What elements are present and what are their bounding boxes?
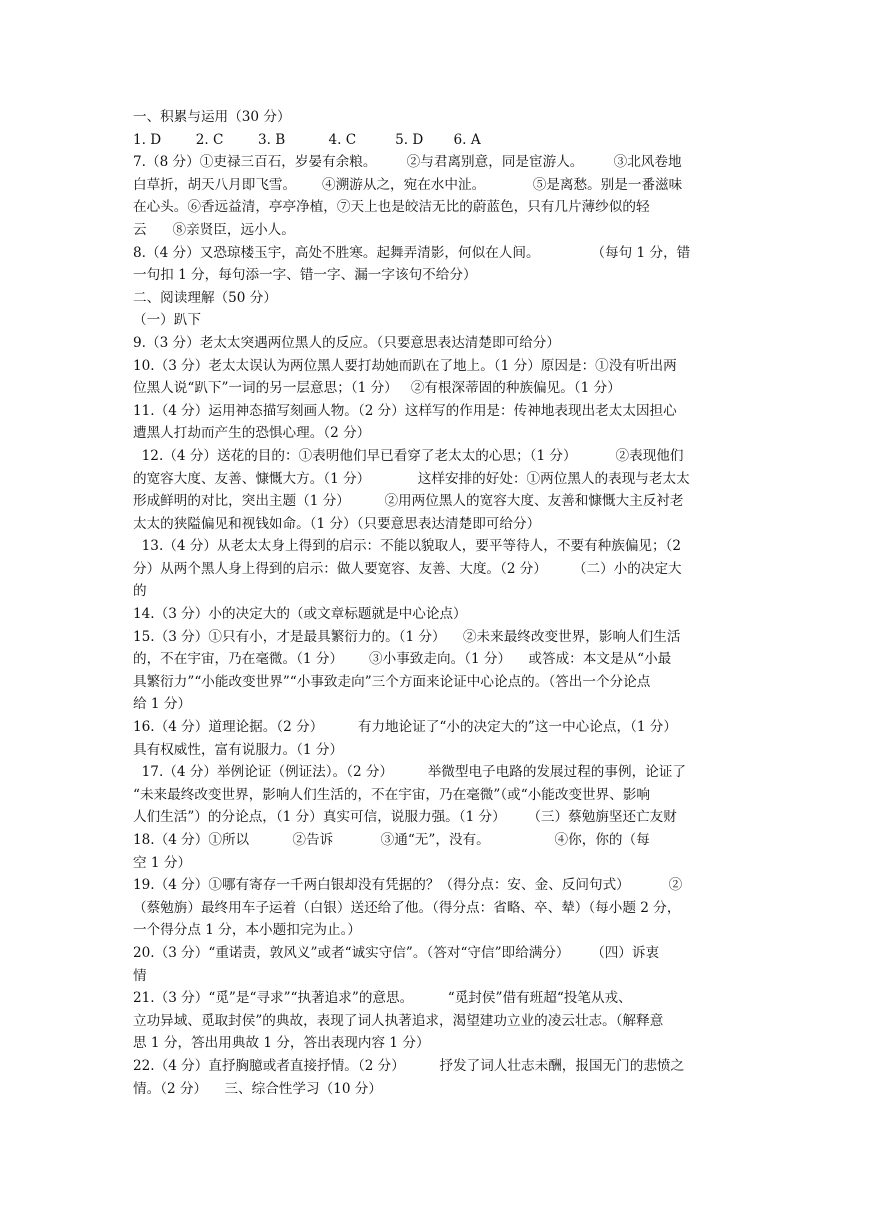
text-line: 16.（4 分）道理论据。（2 分） 有力地论证了“小的决定大的”这一中心论点，（1 分） — [133, 719, 677, 736]
text-line: 11.（4 分）运用神态描写刻画人物。（2 分）这样写的作用是：传神地表现出老太太因担心 — [133, 402, 677, 419]
text-line: （蔡勉旃）最终用车子运着（白银）送还给了他。（得分点：省略、卒、辇）（每小题 2 分， — [133, 899, 681, 916]
text-line: 13.（4 分）从老太太身上得到的启示：不能以貌取人，要平等待人，不要有种族偏见；（2 — [133, 538, 682, 555]
text-line: 21.（3 分）“觅”是“寻求”“执著追求”的意思。 “觅封侯”借有班超“投笔从戎、 — [133, 990, 632, 1007]
text-line: 空 1 分） — [133, 854, 192, 871]
text-line: 9.（3 分）老太太突遇两位黑人的反应。（只要意思表达清楚即可给分） — [133, 334, 560, 351]
text-line: 14.（3 分）小的决定大的（或文章标题就是中心论点） — [133, 606, 467, 623]
text-line: “未来最终改变世界，影响人们生活的，不在宇宙，乃在毫微”（或“小能改变世界、影响 — [133, 786, 651, 803]
text-line: 一句扣 1 分，每句添一字、错一字、漏一字该句不给分） — [133, 267, 477, 284]
text-line: 17.（4 分）举例论证（例证法）。（2 分） 举微型电子电路的发展过程的事例，论证了 — [133, 764, 686, 781]
text-line: 形成鲜明的对比，突出主题（1 分） ②用两位黑人的宽容大度、友善和慷慨大主反衬老 — [133, 493, 684, 510]
text-line: 云 ⑧亲贤臣，远小人。 — [133, 221, 295, 238]
text-line: 具有权威性，富有说服力。（1 分） — [133, 741, 344, 758]
text-line: 分）从两个黑人身上得到的启示：做人要宽容、友善、大度。（2 分） （二）小的决定大 — [133, 560, 682, 577]
text-line: 太太的狭隘偏见和视钱如命。（1 分）（只要意思表达清楚即可给分） — [133, 515, 541, 532]
text-line: 一个得分点 1 分，本小题扣完为止。） — [133, 922, 361, 939]
text-line: 7.（8 分）①吏禄三百石，岁晏有余粮。 ②与君离别意，同是宦游人。 ③北风卷地 — [133, 154, 682, 171]
text-line: 在心头。⑥香远益清，亭亭净植，⑦天上也是皎洁无比的蔚蓝色，只有几片薄纱似的轻 — [133, 199, 650, 216]
text-line: 15.（3 分）①只有小，才是最具繁衍力的。（1 分） ②未来最终改变世界，影响人们生活 — [133, 628, 681, 645]
text-line: 的宽容大度、友善、慷慨大方。（1 分） 这样安排的好处：①两位黑人的表现与老太太 — [133, 470, 690, 487]
text-line: 19.（4 分）①哪有寄存一千两白银却没有凭据的？（得分点：安、金、反问句式） ② — [133, 877, 683, 894]
text-line: 遭黑人打劫而产生的恐惧心理。（2 分） — [133, 425, 371, 442]
text-line: 18.（4 分）①所以 ②告诉 ③通“无”，没有。 ④你，你的（每 — [133, 832, 650, 848]
text-line: 10.（3 分）老太太误认为两位黑人要打劫她而趴在了地上。（1 分）原因是：①没有听出两 — [133, 357, 677, 374]
text-line: 二、阅读理解（50 分） — [133, 289, 277, 306]
text-line: 一、积累与运用（30 分） — [133, 109, 291, 125]
text-line: 情 — [133, 967, 147, 984]
text-line: 22.（4 分）直抒胸臆或者直接抒情。（2 分） 抒发了词人壮志未酬，报国无门的悲愤之 — [133, 1057, 685, 1074]
text-line: 思 1 分，答出用典故 1 分，答出表现内容 1 分） — [133, 1035, 430, 1052]
text-line: 给 1 分） — [133, 696, 192, 713]
text-line: 8.（4 分）又恐琼楼玉宇，高处不胜寒。起舞弄清影，何似在人间。 （每句 1 分，错 — [133, 244, 691, 261]
text-line: 1. D 2. C 3. B 4. C 5. D 6. A — [133, 131, 481, 148]
text-line: 人们生活”）的分论点，（1 分）真实可信，说服力强。（1 分） （三）蔡勉旃坚还亡友财 — [133, 809, 677, 826]
text-line: 情。（2 分） 三、综合性学习（10 分） — [133, 1080, 382, 1097]
text-line: 的，不在宇宙，乃在毫微。（1 分） ③小事致走向。（1 分） 或答成：本文是从“小最 — [133, 651, 672, 668]
text-line: 20.（3 分）“重诺责，敦风义”或者“诚实守信”。（答对“守信”即给满分） （四）诉衷 — [133, 944, 660, 961]
answer-key-text — [133, 106, 743, 1100]
text-line: 白草折，胡天八月即飞雪。 ④溯游从之，宛在水中沚。 ⑤是离愁。别是一番滋味 — [133, 176, 683, 193]
text-line: 的 — [133, 583, 147, 600]
text-line: 12.（4 分）送花的目的：①表明他们早已看穿了老太太的心思；（1 分） ②表现他们 — [133, 447, 684, 464]
text-line: 位黑人说“趴下”一词的另一层意思；（1 分） ②有根深蒂固的种族偏见。（1 分） — [133, 380, 621, 397]
text-line: 具繁衍力”“小能改变世界”“小事致走向”三个方面来论证中心论点的。（答出一个分论点 — [133, 673, 651, 690]
text-line: 立功异域、觅取封侯”的典故，表现了词人执著追求，渴望建功立业的凌云壮志。（解释意 — [133, 1012, 664, 1029]
text-line: （一）趴下 — [133, 312, 201, 329]
